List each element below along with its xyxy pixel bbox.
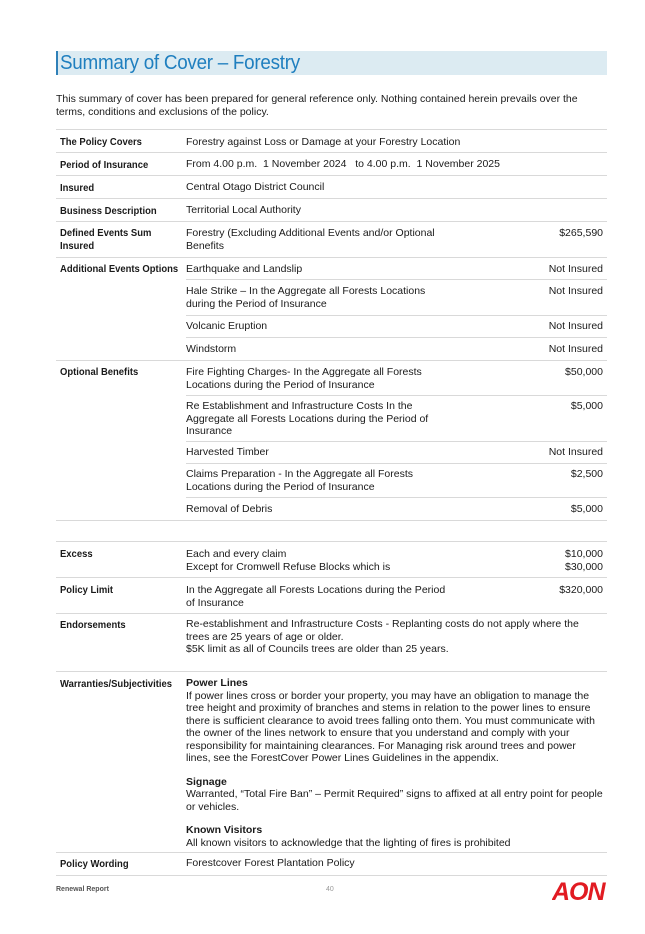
policy-limit-amount: $320,000	[559, 584, 603, 596]
label-defined-1: Defined Events Sum	[60, 227, 152, 239]
optional-item-2-line3: Insurance	[186, 425, 233, 437]
policy-limit-line-2: of Insurance	[186, 596, 244, 609]
optional-item-5: Removal of Debris	[186, 503, 273, 515]
intro-paragraph: This summary of cover has been prepared for general reference only. Nothing contained herein prevails over the terms, conditions and exclusions of the policy.	[56, 93, 578, 118]
aon-logo-text: AON	[552, 878, 605, 904]
signage-text: Warranted, “Total Fire Ban” – Permit Required” signs to affixed at all entry point for people or vehicles.	[186, 788, 603, 813]
endorsements-line-2: trees are 25 years of age or older.	[186, 630, 344, 643]
value-period: From 4.00 p.m. 1 November 2024 to 4.00 p.m. 1 November 2025	[186, 158, 500, 170]
additional-item-2: Hale Strike – In the Aggregate all Forests Locations	[186, 285, 426, 297]
additional-amount-4: Not Insured	[548, 343, 603, 355]
excess-amount-2: $30,000	[565, 560, 603, 573]
optional-amount-4: $2,500	[570, 468, 603, 480]
signage-heading: Signage	[186, 775, 227, 788]
optional-item-1-line2: Locations during the Period of Insurance	[186, 378, 375, 391]
optional-amount-3: Not Insured	[548, 446, 603, 458]
amount-defined: $265,590	[559, 227, 603, 239]
value-policy-covers: Forestry against Loss or Damage at your Forestry Location	[186, 136, 461, 148]
known-visitors-text: All known visitors to acknowledge that the lighting of fires is prohibited	[186, 836, 511, 849]
additional-item-1: Earthquake and Landslip	[186, 263, 303, 275]
warranties-block	[186, 677, 603, 849]
label-defined-2: Insured	[60, 240, 95, 252]
additional-item-2-line2: during the Period of Insurance	[186, 297, 327, 310]
optional-item-3: Harvested Timber	[186, 446, 269, 458]
optional-item-1: Fire Fighting Charges- In the Aggregate all Forests	[186, 366, 422, 378]
optional-amount-2: $5,000	[570, 400, 603, 412]
excess-line-2: Except for Cromwell Refuse Blocks which is	[186, 560, 391, 573]
value-defined-1: Forestry (Excluding Additional Events and/or Optional	[186, 227, 435, 239]
label-business: Business Description	[60, 205, 157, 217]
label-insured: Insured	[60, 182, 95, 194]
known-visitors-heading: Known Visitors	[186, 824, 263, 836]
excess-line-1: Each and every claim	[186, 548, 287, 560]
optional-amount-5: $5,000	[570, 503, 603, 515]
optional-item-4: Claims Preparation - In the Aggregate all Forests	[186, 468, 414, 480]
value-policy-wording: Forestcover Forest Plantation Policy	[186, 857, 355, 869]
footer-report-name: Renewal Report	[56, 886, 109, 893]
label-policy-wording: Policy Wording	[60, 858, 129, 870]
value-business: Territorial Local Authority	[186, 204, 301, 216]
power-lines-heading: Power Lines	[186, 677, 248, 689]
power-lines-text: If power lines cross or border your property, you may have an obligation to manage the tree height and proximity of branches and stems in relation to the power lines to ensure there is sufficient clearance to avoid trees falling onto them. You must communicate with the owner of the lines network to ensure that you understand and comply with your responsibility for maintaining clearances. For Managing risk around trees and power lines, see the ForestCover Power Lines Guidelines in the appendix.	[186, 689, 595, 764]
label-policy-covers: The Policy Covers	[60, 136, 142, 148]
label-period: Period of Insurance	[60, 159, 149, 171]
label-endorsements: Endorsements	[60, 619, 126, 631]
value-defined-2: Benefits	[186, 239, 224, 252]
optional-item-2: Re Establishment and Infrastructure Costs In the	[186, 400, 413, 412]
excess-amount-1: $10,000	[565, 548, 603, 560]
additional-amount-1: Not Insured	[548, 263, 603, 275]
page-number: 40	[326, 886, 334, 893]
label-optional: Optional Benefits	[60, 366, 139, 378]
value-insured: Central Otago District Council	[186, 181, 325, 193]
optional-item-4-line2: Locations during the Period of Insurance	[186, 480, 375, 493]
endorsements-line-1: Re-establishment and Infrastructure Costs - Replanting costs do not apply where the	[186, 618, 579, 630]
optional-item-2-line2: Aggregate all Forests Locations during the Period of	[186, 412, 429, 425]
aon-logo	[552, 878, 608, 904]
policy-limit-line-1: In the Aggregate all Forests Locations during the Period	[186, 584, 446, 596]
title-accent	[56, 51, 58, 75]
additional-item-3: Volcanic Eruption	[186, 320, 268, 332]
label-warranties: Warranties/Subjectivities	[60, 678, 173, 690]
title-bar	[56, 51, 607, 75]
endorsements-line-3: $5K limit as all of Councils trees are older than 25 years.	[186, 643, 449, 655]
optional-amount-1: $50,000	[565, 366, 603, 378]
label-additional: Additional Events Options	[60, 263, 179, 275]
additional-item-4: Windstorm	[186, 343, 237, 355]
additional-amount-2: Not Insured	[548, 285, 603, 297]
label-policy-limit: Policy Limit	[60, 584, 114, 596]
page-title: Summary of Cover – Forestry	[60, 51, 300, 74]
label-excess: Excess	[60, 548, 93, 560]
additional-amount-3: Not Insured	[548, 320, 603, 332]
